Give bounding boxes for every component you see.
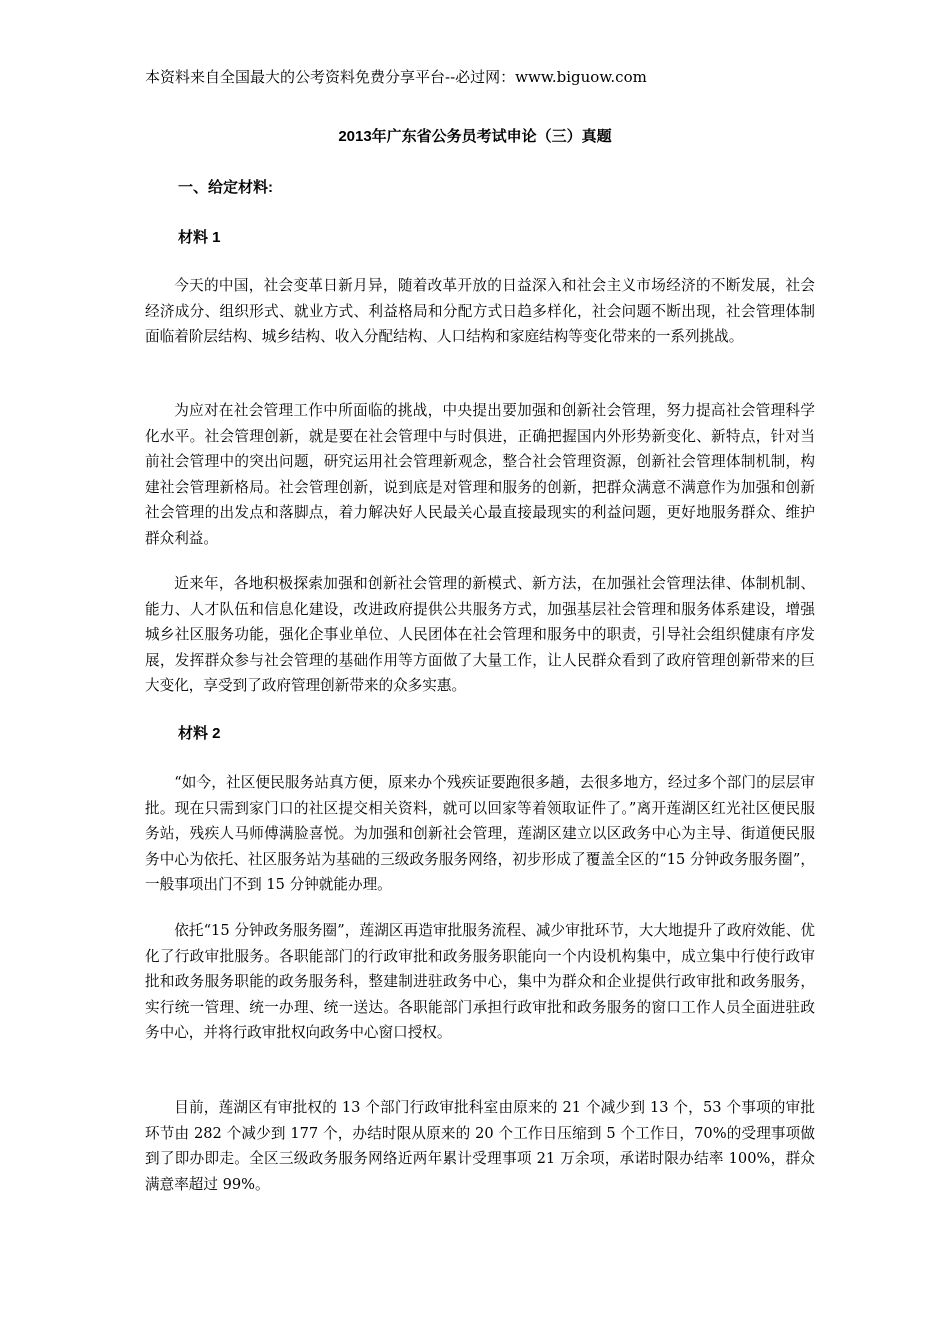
material-2-label: 材料 2 <box>178 725 221 742</box>
material-1-label: 材料 1 <box>178 229 221 246</box>
material-1-paragraph-1: 今天的中国，社会变革日新月异，随着改革开放的日益深入和社会主义市场经济的不断发展，社会经济成分、组织形式、就业方式、利益格局和分配方式日趋多样化，社会问题不断出现，社会管理体制面临着阶层结构、城乡结构、收入分配结构、人口结构和家庭结构等变化带来的一系列挑战。 <box>145 277 815 345</box>
section-heading: 一、给定材料: <box>178 179 273 196</box>
page-title: 2013年广东省公务员考试申论（三）真题 <box>338 128 612 145</box>
material-1-paragraph-2: 为应对在社会管理工作中所面临的挑战，中央提出要加强和创新社会管理，努力提高社会管理科学化水平。社会管理创新，就是要在社会管理中与时俱进，正确把握国内外形势新变化、新特点，针对当前社会管理中的突出问题，研究运用社会管理新观念，整合社会管理资源，创新社会管理体制机制，构建社会管理新格局。社会管理创新，说到底是对管理和服务的创新，把群众满意不满意作为加强和创新社会管理的出发点和落脚点，着力解决好人民最关心最直接最现实的利益问题，更好地服务群众、维护群众利益。 <box>145 402 815 547</box>
material-1-paragraph-3: 近来年，各地积极探索加强和创新社会管理的新模式、新方法，在加强社会管理法律、体制机制、能力、人才队伍和信息化建设，改进政府提供公共服务方式，加强基层社会管理和服务体系建设，增强城乡社区服务功能，强化企事业单位、人民团体在社会管理和服务中的职责，引导社会组织健康有序发展，发挥群众参与社会管理的基础作用等方面做了大量工作，让人民群众看到了政府管理创新带来的巨大变化，享受到了政府管理创新带来的众多实惠。 <box>145 575 815 694</box>
source-header: 本资料来自全国最大的公考资料免费分享平台--必过网：www.biguow.com <box>145 68 647 86</box>
material-2-paragraph-2: 依托“15 分钟政务服务圈”，莲湖区再造审批服务流程、减少审批环节，大大地提升了政府效能、优化了行政审批服务。各职能部门的行政审批和政务服务职能向一个内设机构集中，成立集中行使行政审批和政务服务职能的政务服务科，整建制进驻政务中心，集中为群众和企业提供行政审批和政务服务，实行统一管理、统一办理、统一送达。各职能部门承担行政审批和政务服务的窗口工作人员全面进驻政务中心，并将行政审批权向政务中心窗口授权。 <box>145 922 815 1041</box>
material-2-paragraph-3: 目前，莲湖区有审批权的 13 个部门行政审批科室由原来的 21 个减少到 13 个，53 个事项的审批环节由 282 个减少到 177 个，办结时限从原来的 20 个工作日压缩到 5 个工作日，70%的受理事项做到了即办即走。全区三级政务服务网络近两年累计受理事项 21 万余项，承诺时限办结率 100%，群众满意率超过 99%。 <box>145 1099 815 1193</box>
material-2-paragraph-1: “如今，社区便民服务站真方便，原来办个残疾证要跑很多趟，去很多地方，经过多个部门的层层审批。现在只需到家门口的社区提交相关资料，就可以回家等着领取证件了。”离开莲湖区红光社区便民服务站，残疾人马师傅满脸喜悦。为加强和创新社会管理，莲湖区建立以区政务中心为主导、街道便民服务中心为依托、社区服务站为基础的三级政务服务网络，初步形成了覆盖全区的“15 分钟政务服务圈”，一般事项出门不到 15 分钟就能办理。 <box>145 774 815 893</box>
